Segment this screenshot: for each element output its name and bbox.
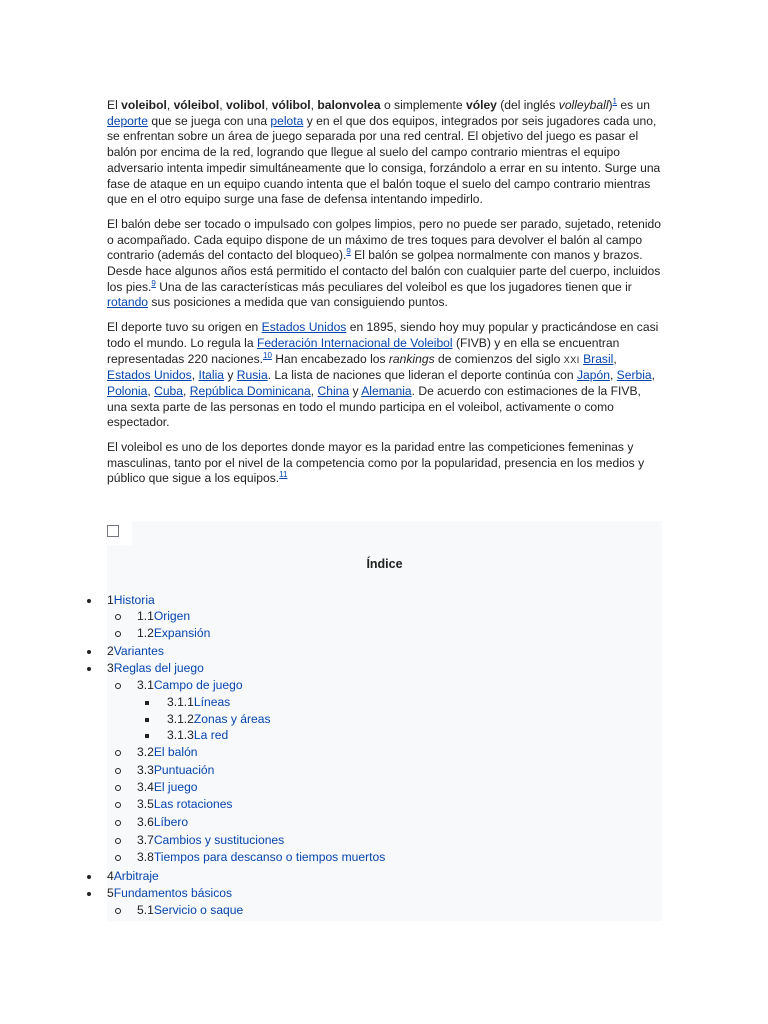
toc-item-number: 4 bbox=[107, 869, 114, 883]
toc-item-link[interactable]: Arbitraje bbox=[113, 869, 159, 883]
toc-item-link[interactable]: Puntuación bbox=[153, 763, 215, 777]
term-bold: vóleibol bbox=[173, 98, 220, 112]
square-bullet-icon bbox=[145, 734, 149, 738]
toc-item-link[interactable]: Historia bbox=[113, 593, 155, 607]
circle-bullet-icon bbox=[115, 614, 121, 620]
century-numeral: XXI bbox=[563, 354, 580, 365]
toc-item-link[interactable]: Variantes bbox=[113, 644, 164, 658]
toc-item-number: 3.5 bbox=[137, 797, 154, 811]
toc-item-number: 1.2 bbox=[137, 626, 154, 640]
link-brasil[interactable]: Brasil bbox=[583, 351, 614, 366]
circle-bullet-icon bbox=[115, 802, 121, 808]
reference-link[interactable]: 9 bbox=[151, 278, 156, 288]
toc-item-link[interactable]: Líbero bbox=[153, 815, 189, 829]
toc-item-number: 3.1.3 bbox=[167, 728, 194, 742]
link-cuba[interactable]: Cuba bbox=[154, 383, 184, 398]
circle-bullet-icon bbox=[115, 631, 121, 637]
text: y bbox=[224, 368, 237, 383]
toc-item-link[interactable]: Cambios y sustituciones bbox=[153, 833, 285, 847]
link-china[interactable]: China bbox=[317, 383, 350, 398]
text: El deporte tuvo su origen en bbox=[107, 320, 262, 335]
origin-paragraph bbox=[107, 320, 663, 431]
term-italic: volleyball bbox=[558, 98, 609, 112]
intro-paragraph bbox=[107, 98, 663, 208]
text: en 1895, siendo hoy muy popular y practicándose en casi todo el mundo. Lo regula la bbox=[107, 320, 659, 350]
toc-item[interactable] bbox=[137, 678, 243, 694]
toc-item-link[interactable]: Origen bbox=[153, 609, 191, 623]
toc-item[interactable] bbox=[167, 712, 271, 728]
toc-item[interactable] bbox=[137, 797, 232, 813]
term-italic: rankings bbox=[388, 351, 435, 366]
link-japon[interactable]: Japón bbox=[576, 368, 610, 383]
term-bold: volibol bbox=[226, 98, 265, 112]
toc-item-number: 2 bbox=[107, 644, 114, 658]
toc-item-number: 3.7 bbox=[137, 833, 154, 847]
toc-item-link[interactable]: Servicio o saque bbox=[153, 903, 244, 917]
bullet-icon bbox=[87, 892, 91, 896]
link-serbia[interactable]: Serbia bbox=[616, 368, 652, 383]
text: y bbox=[349, 383, 362, 398]
toc-item-number: 3.3 bbox=[137, 763, 154, 777]
toc-item[interactable] bbox=[107, 644, 164, 660]
text: , bbox=[609, 368, 617, 383]
square-bullet-icon bbox=[145, 701, 149, 705]
text: Han encabezado los bbox=[271, 351, 389, 366]
term-bold: balonvolea bbox=[317, 98, 381, 112]
toc-item[interactable] bbox=[137, 833, 284, 849]
toc-item-link[interactable]: Tiempos para descanso o tiempos muertos bbox=[153, 850, 386, 864]
bullet-icon bbox=[87, 875, 91, 879]
link-republica-dominicana[interactable]: República Dominicana bbox=[189, 383, 311, 398]
text: , bbox=[651, 368, 656, 383]
toc-item-number: 3.4 bbox=[137, 780, 154, 794]
toc-item-link[interactable]: La red bbox=[193, 728, 229, 742]
text: , bbox=[264, 98, 272, 112]
toc-item[interactable] bbox=[107, 593, 155, 609]
link-polonia[interactable]: Polonia bbox=[107, 383, 148, 398]
text: sus posiciones a medida que van consiguiendo puntos. bbox=[148, 295, 448, 310]
toc-item-link[interactable]: El juego bbox=[153, 780, 198, 794]
reference[interactable] bbox=[279, 470, 287, 479]
toc-item-link[interactable]: El balón bbox=[153, 745, 198, 759]
toc-item-number: 3.6 bbox=[137, 815, 154, 829]
text: . La lista de naciones que lideran el deporte continúa con bbox=[267, 368, 577, 383]
circle-bullet-icon bbox=[115, 750, 121, 756]
text: , bbox=[613, 351, 617, 366]
reference-link[interactable]: 11 bbox=[279, 470, 288, 480]
toc-item[interactable] bbox=[137, 780, 198, 796]
toc-item[interactable] bbox=[137, 815, 188, 831]
text: o simplemente bbox=[380, 98, 466, 112]
toc-item[interactable] bbox=[137, 763, 214, 779]
toc-item[interactable] bbox=[137, 903, 243, 919]
link-rotando[interactable]: rotando bbox=[107, 295, 149, 310]
link-fivb[interactable]: Federación Internacional de Voleibol bbox=[256, 335, 453, 350]
text: , bbox=[219, 98, 226, 112]
reference-link[interactable]: 9 bbox=[346, 247, 351, 257]
text: , bbox=[191, 368, 199, 383]
toc-item-link[interactable]: Zonas y áreas bbox=[193, 712, 271, 726]
toc-item-link[interactable]: Las rotaciones bbox=[153, 797, 233, 811]
bullet-icon bbox=[87, 667, 91, 671]
term-bold: vólibol bbox=[271, 98, 311, 112]
text: El voleibol es uno de los deportes donde mayor es la paridad entre las competiciones femeninas y masculinas, tanto por el nivel de la competencia como por la popularidad, presencia en los medios y público que sigue a los equipos. bbox=[107, 440, 645, 486]
toc-title: Índice bbox=[366, 557, 403, 571]
link-alemania[interactable]: Alemania bbox=[361, 383, 412, 398]
circle-bullet-icon bbox=[115, 785, 121, 791]
text: que se juega con una bbox=[148, 113, 271, 128]
toc-item-number: 5.1 bbox=[137, 903, 154, 917]
text: , bbox=[147, 383, 155, 398]
text: , bbox=[166, 98, 174, 112]
toc-item[interactable] bbox=[137, 609, 190, 625]
text: , bbox=[183, 383, 190, 398]
text: (del inglés bbox=[496, 98, 559, 112]
term-bold: vóley bbox=[465, 98, 497, 112]
text: El balón debe ser tocado o impulsado con golpes limpios, pero no puede ser parado, sujetado, retenido o acompañado. Cada equipo dispone de un máximo de tres toques para devolver el balón al campo contrario (además del contacto del bloqueo). bbox=[107, 216, 661, 263]
link-pelota[interactable]: pelota bbox=[270, 113, 304, 128]
circle-bullet-icon bbox=[115, 908, 121, 914]
toc-item-link[interactable]: Fundamentos básicos bbox=[113, 886, 233, 900]
toc-item[interactable] bbox=[137, 626, 210, 642]
toc-item[interactable] bbox=[167, 695, 230, 711]
text: de comienzos del siglo bbox=[434, 351, 564, 366]
rules-paragraph bbox=[107, 217, 663, 311]
toc-toggle-checkbox[interactable] bbox=[107, 525, 119, 537]
toc-item[interactable] bbox=[107, 661, 204, 677]
toc-item[interactable] bbox=[137, 745, 198, 761]
link-estados-unidos-2[interactable]: Estados Unidos bbox=[107, 368, 192, 383]
toc-item-link[interactable]: Campo de juego bbox=[153, 678, 243, 692]
text: El bbox=[107, 98, 122, 112]
toc-item[interactable] bbox=[107, 886, 232, 902]
link-estados-unidos[interactable]: Estados Unidos bbox=[261, 320, 347, 335]
toc-item-link[interactable]: Líneas bbox=[193, 695, 231, 709]
reference-link[interactable]: 1 bbox=[612, 96, 617, 106]
toc-item[interactable] bbox=[167, 728, 228, 744]
toc-item-number: 1.1 bbox=[137, 609, 154, 623]
text: , bbox=[310, 98, 318, 112]
link-rusia[interactable]: Rusia bbox=[236, 368, 268, 383]
circle-bullet-icon bbox=[115, 683, 121, 689]
toc-item-link[interactable]: Expansión bbox=[153, 626, 211, 640]
circle-bullet-icon bbox=[115, 768, 121, 774]
text: Una de las características más peculiares del voleibol es que los jugadores tienen que ir bbox=[155, 279, 632, 294]
text: (FIVB) y en ella se encuentran representadas 220 naciones. bbox=[107, 335, 620, 366]
link-italia[interactable]: Italia bbox=[198, 368, 224, 383]
square-bullet-icon bbox=[145, 718, 149, 722]
article-body bbox=[107, 98, 663, 487]
toc-item-number: 1 bbox=[107, 593, 114, 607]
circle-bullet-icon bbox=[115, 855, 121, 861]
text: ) bbox=[608, 98, 613, 112]
parity-paragraph bbox=[107, 440, 663, 487]
toc-item-number: 3.1.2 bbox=[167, 712, 194, 726]
text: . De acuerdo con estimaciones de la FIVB, una sexta parte de las personas en todo el mundo participa en el voleibol, activamente o como espectador. bbox=[107, 383, 641, 430]
bullet-icon bbox=[87, 599, 91, 603]
text: y en el que dos equipos, integrados por seis jugadores cada uno, se enfrentan sobre un área de juego separada por una red central. El objetivo del juego es pasar el balón por encima de la red, logrando que llegue al suelo del campo contrario mientras el equipo adversario intenta impedir simultáneamente que lo consiga, forzándolo a errar en su intento. Surge una fase de ataque en un equipo cuando intenta que el balón toque el suelo del campo contrario mientras que en el otro equipo surge una fase de defensa intentando impedirlo. bbox=[107, 113, 661, 207]
term-bold: voleibol bbox=[121, 98, 167, 112]
text: , bbox=[310, 383, 318, 398]
text: El balón se golpea normalmente con manos y brazos. Desde hace algunos años está permitido el contacto del balón con cualquier parte del cuerpo, incluidos los pies. bbox=[107, 248, 661, 294]
toc-item-number: 3.1 bbox=[137, 678, 154, 692]
toc-item-number: 5 bbox=[107, 886, 114, 900]
reference[interactable] bbox=[263, 351, 272, 360]
toc-item-number: 3 bbox=[107, 661, 114, 675]
toc-item[interactable] bbox=[137, 850, 385, 866]
toc-item-number: 3.8 bbox=[137, 850, 154, 864]
toc-item-number: 3.1.1 bbox=[167, 695, 194, 709]
link-deporte[interactable]: deporte bbox=[107, 113, 149, 128]
toc-item[interactable] bbox=[107, 869, 159, 885]
reference-link[interactable]: 10 bbox=[263, 350, 272, 360]
bullet-icon bbox=[87, 650, 91, 654]
text: es un bbox=[617, 98, 650, 112]
circle-bullet-icon bbox=[115, 820, 121, 826]
toc-item-number: 3.2 bbox=[137, 745, 154, 759]
toc-item-link[interactable]: Reglas del juego bbox=[113, 661, 204, 675]
circle-bullet-icon bbox=[115, 838, 121, 844]
